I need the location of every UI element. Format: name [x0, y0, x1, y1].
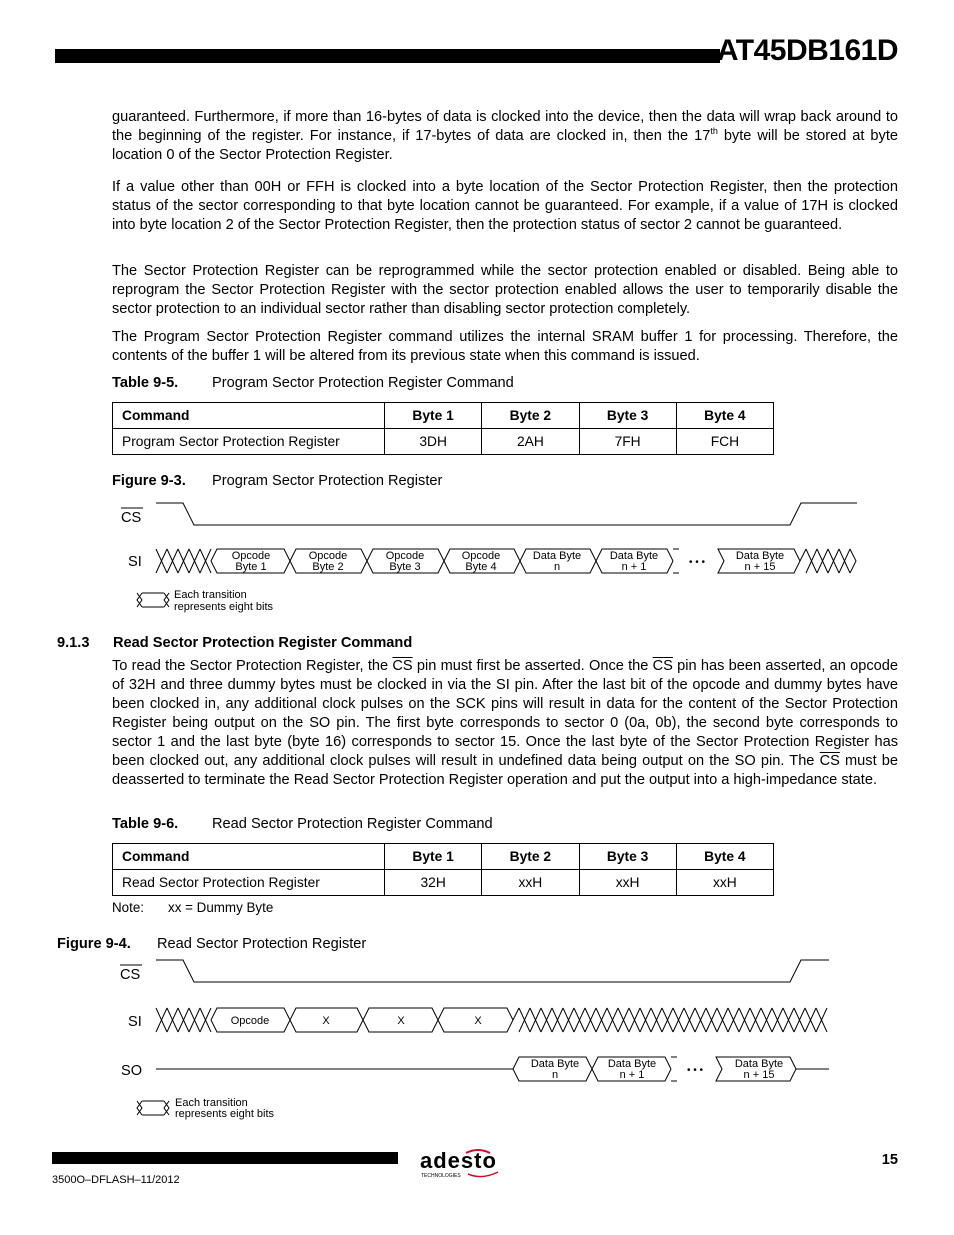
byte-label: Byte 4: [465, 561, 497, 573]
si-stub: [673, 549, 679, 573]
paragraph-3: The Sector Protection Register can be reprogrammed while the sector protection enabled or disabled. Being able to reprogram the Sector Protection Register with the sector protection enabled allows the user to temporarily disable the sector protection to an individual sector rather than disabling sector protection completely.: [112, 263, 898, 317]
paragraph-2: If a value other than 00H or FFH is clocked into a byte location of the Sector Protection Register, then the protection status of the sector corresponding to that byte location cannot be guaranteed. For example, if a value of 17H is clocked into byte location 2 of the Sector Protection Register, then the protection status of sector 2 cannot be guaranteed.: [112, 179, 898, 233]
page-number: 15: [881, 1152, 898, 1168]
so-byte-label: Data Byte: [607, 1058, 657, 1070]
si-byte-label: X: [322, 1015, 330, 1027]
so-byte-label: n + 15: [743, 1069, 775, 1081]
legend-transition-icon: [137, 1101, 169, 1115]
figure2-label: Figure 9-4.: [57, 936, 131, 952]
header-bar: [55, 49, 720, 63]
byte-label: Byte 1: [235, 561, 267, 573]
note-text: xx = Dummy Byte: [168, 900, 274, 915]
table2-label: Table 9-6.: [112, 816, 179, 832]
cs-signal-name: $\overline{CS}$: [392, 658, 413, 674]
table1-label: Table 9-5.: [112, 375, 179, 391]
table-row: [113, 870, 774, 896]
section-number: 9.1.3: [57, 635, 90, 651]
table-cell: Program Sector Protection Register: [113, 429, 385, 455]
table-header-row: [113, 403, 774, 429]
table2-caption: [112, 816, 493, 832]
p5-text-a: To read the Sector Protection Register, the: [112, 658, 393, 674]
table-header: Byte 2: [482, 844, 579, 870]
byte-label: Data Byte: [735, 550, 785, 562]
table-header: Byte 1: [385, 844, 482, 870]
table-cell: Read Sector Protection Register: [113, 870, 385, 896]
table2-title: Read Sector Protection Register Command: [212, 816, 493, 832]
document-number: 3500O–DFLASH–11/2012: [52, 1174, 180, 1186]
table-cell: 7FH: [579, 429, 676, 455]
si-byte-label: X: [397, 1015, 405, 1027]
table-row: [113, 429, 774, 455]
table-header: Byte 2: [482, 403, 579, 429]
p1-text-b: byte will be stored at byte location 0 of the Sector Protection Register.: [112, 128, 899, 163]
byte-label: Data Byte: [609, 550, 659, 562]
document-title: AT45DB161D: [716, 34, 898, 67]
p1-superscript: th: [710, 126, 718, 137]
paragraph-4: The Program Sector Protection Register command utilizes the internal SRAM buffer 1 for processing. Therefore, the contents of the buffer 1 will be altered from its previous state when this command is issued.: [112, 329, 898, 364]
table1-caption: [112, 375, 514, 391]
cs-signal-name: $\overline{CS}$: [652, 658, 673, 674]
logo-text: adesto: [420, 1148, 497, 1173]
figure2-title: Read Sector Protection Register: [157, 936, 367, 952]
legend-text: Each transition: [175, 1097, 248, 1109]
byte-label: Byte 2: [312, 561, 344, 573]
si-dont-care-start: [156, 1008, 211, 1032]
table-cell: 3DH: [385, 429, 482, 455]
si-dont-care-end: [800, 549, 856, 573]
logo-subtext: TECHNOLOGIES: [421, 1173, 461, 1179]
section-title: Read Sector Protection Register Command: [113, 635, 413, 651]
ellipsis: • • •: [686, 1065, 704, 1076]
cs-waveform: [156, 960, 829, 982]
paragraph-5: [112, 657, 898, 790]
so-byte-label: Data Byte: [530, 1058, 580, 1070]
table-header: Byte 4: [676, 844, 773, 870]
table2: [112, 843, 774, 896]
byte-label: Byte 3: [389, 561, 421, 573]
table1-title: Program Sector Protection Register Command: [212, 375, 514, 391]
figure2-caption: [57, 936, 366, 952]
table-header: Byte 3: [579, 844, 676, 870]
si-dont-care-start: [156, 549, 211, 573]
byte-label: n: [553, 561, 561, 573]
table-cell: xxH: [676, 870, 773, 896]
figure1-title: Program Sector Protection Register: [212, 473, 443, 489]
si-label: SI: [128, 554, 142, 570]
ellipsis: • • •: [688, 557, 706, 568]
legend-text: Each transition: [174, 589, 247, 601]
table-header: Command: [113, 844, 385, 870]
table-header-row: [113, 844, 774, 870]
table-header: Byte 3: [579, 403, 676, 429]
cs-label: CS: [120, 967, 141, 983]
cs-signal-name: $\overline{CS}$: [819, 753, 840, 769]
table-cell: FCH: [676, 429, 773, 455]
table-cell: xxH: [579, 870, 676, 896]
table-header: Byte 4: [676, 403, 773, 429]
p5-text-c: pin has been asserted, an opcode of 32H and three dummy bytes must be clocked in via the SI pin. After the last bit of the opcode and dummy bytes have been clocked in, any additional clock pulses on the SCK pins will result in data for the content of the Sector Protection Register being output on the SO pin. The first byte corresponds to sector 0 (0a, 0b), the second byte corresponds to sector 1 and the last byte (byte 16) corresponds to sector 15. Once the last byte of the Sector Protection Register has been clocked out, any additional clock pulses will result in undefined data being output on the SO pin. The: [112, 658, 898, 769]
so-byte-label: n: [551, 1069, 559, 1081]
si-label: SI: [128, 1014, 142, 1030]
so-byte-label: n + 1: [619, 1069, 645, 1081]
legend-text: represents eight bits: [174, 601, 274, 613]
p5-text-d: must be deasserted to terminate the Read Sector Protection Register operation and put the output into a high-impedance state.: [112, 753, 899, 788]
byte-label: Opcode: [308, 550, 348, 562]
figure1-timing-diagram: [0, 495, 954, 620]
byte-label: n + 15: [744, 561, 776, 573]
cs-label: CS: [121, 510, 142, 526]
table-cell: 2AH: [482, 429, 579, 455]
legend-transition-icon: [137, 593, 169, 607]
table-cell: xxH: [482, 870, 579, 896]
table-note: [112, 900, 273, 915]
table1: [112, 402, 774, 455]
footer-bar: [52, 1152, 398, 1164]
figure1-label: Figure 9-3.: [112, 473, 186, 489]
so-label: SO: [121, 1063, 143, 1079]
table-header: Byte 1: [385, 403, 482, 429]
adesto-logo: [418, 1147, 504, 1181]
section-heading: [57, 635, 412, 651]
p5-text-b: pin must first be asserted. Once the: [412, 658, 653, 674]
so-byte-label: Data Byte: [734, 1058, 784, 1070]
cs-waveform: [156, 503, 857, 525]
paragraph-1: [112, 108, 898, 165]
byte-label: Data Byte: [532, 550, 582, 562]
si-byte-label: Opcode: [230, 1015, 270, 1027]
byte-label: Opcode: [461, 550, 501, 562]
so-stub: [671, 1057, 677, 1081]
si-byte-label: X: [474, 1015, 482, 1027]
legend-text: represents eight bits: [175, 1108, 275, 1120]
byte-label: Opcode: [231, 550, 271, 562]
note-label: Note:: [112, 900, 145, 915]
p1-text-a: guaranteed. Furthermore, if more than 16-bytes of data is clocked into the device, then the data will wrap back around to the beginning of the register. For instance, if 17-bytes of data are clocked in, then the 17: [112, 109, 898, 144]
byte-label: Opcode: [385, 550, 425, 562]
si-dont-care-end: [513, 1008, 827, 1032]
table-header: Command: [113, 403, 385, 429]
table-cell: 32H: [385, 870, 482, 896]
figure1-caption: [112, 473, 442, 489]
byte-label: n + 1: [621, 561, 647, 573]
figure2-timing-diagram: [0, 955, 954, 1125]
